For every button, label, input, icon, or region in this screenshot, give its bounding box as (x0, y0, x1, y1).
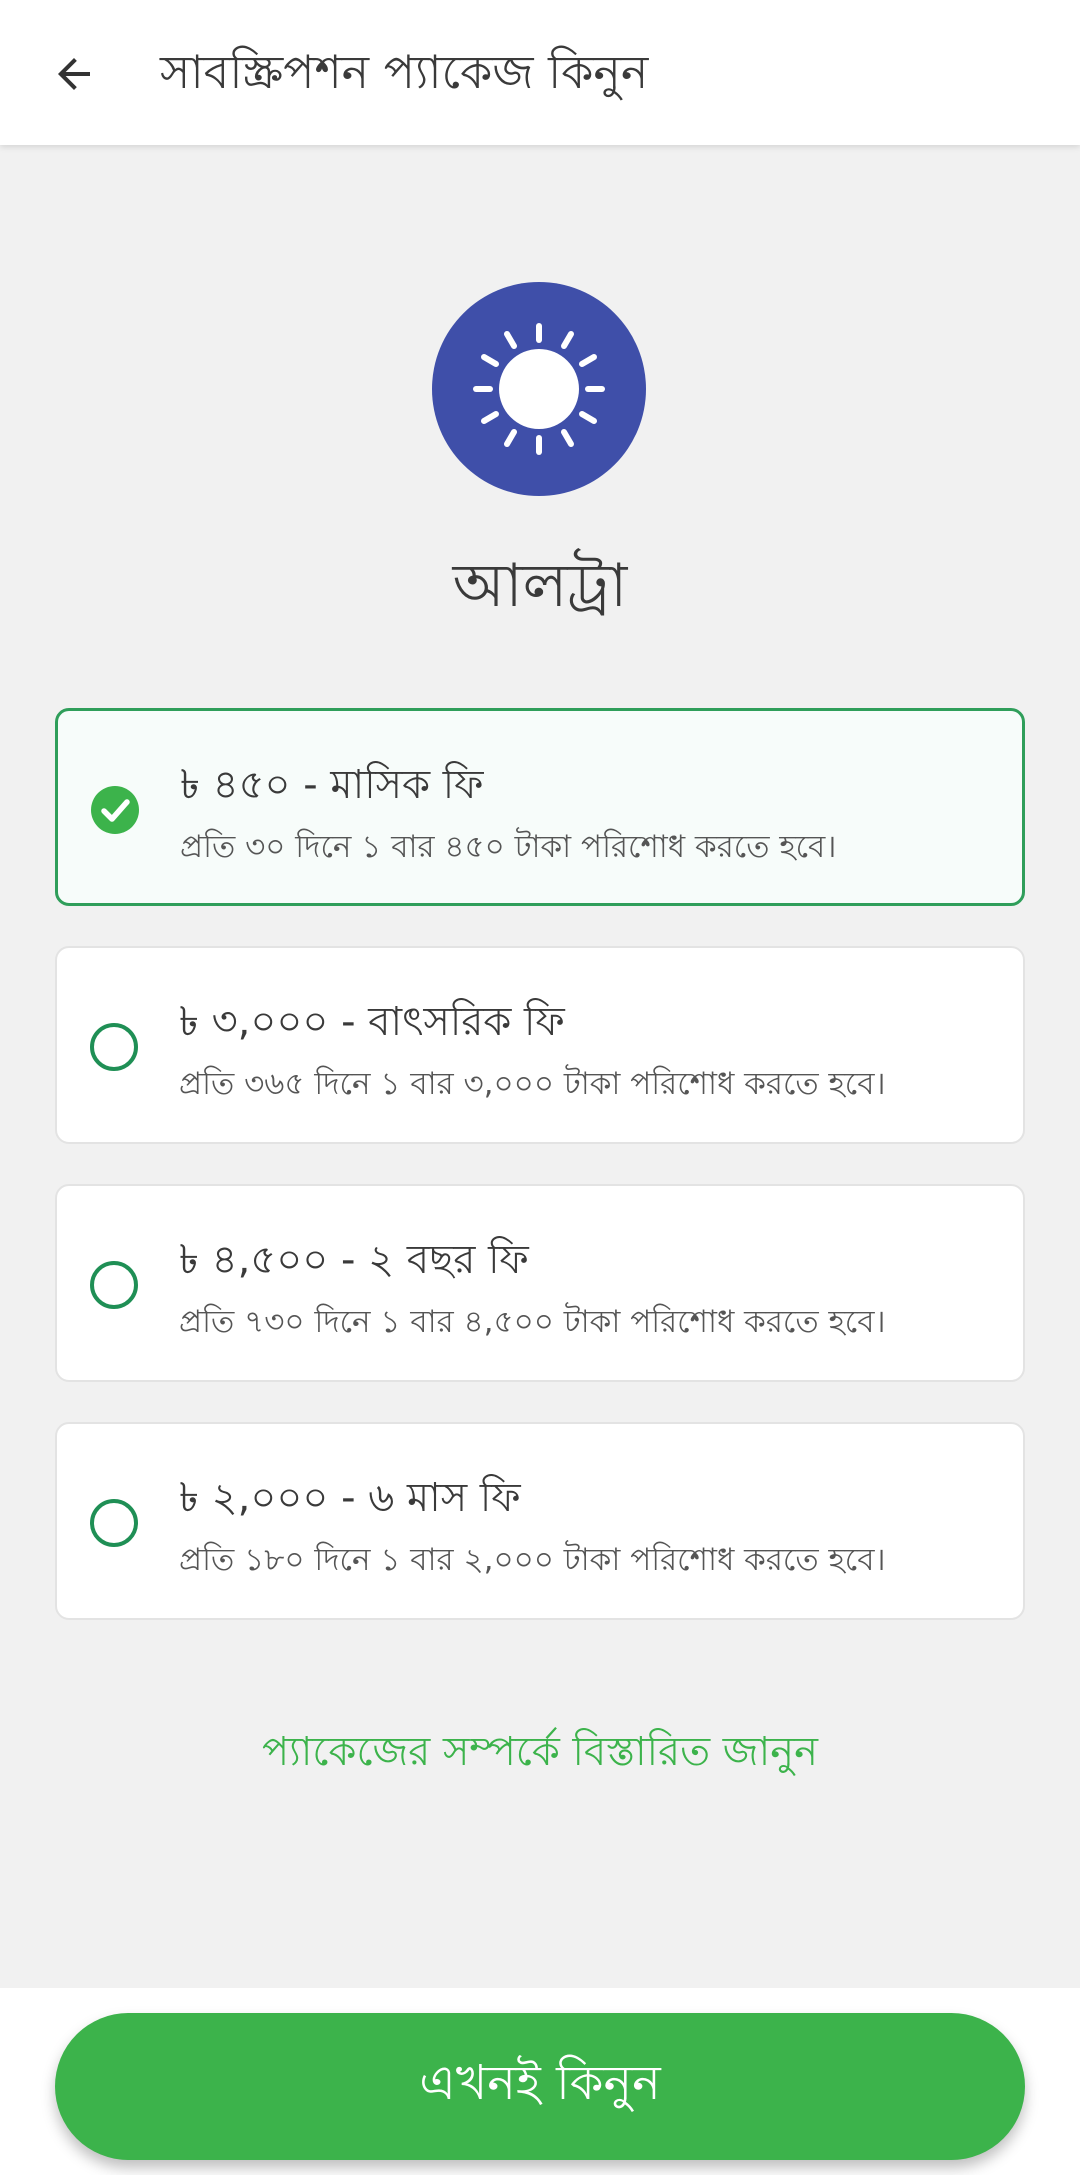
radio-unchecked-icon (89, 1260, 139, 1310)
radio-unchecked-icon (89, 1498, 139, 1548)
back-button[interactable] (40, 40, 108, 108)
option-title: ৳ ৩,০০০ - বাৎসরিক ফি (179, 999, 565, 1045)
buy-now-button[interactable]: এখনই কিনুন (55, 2013, 1025, 2160)
option-title: ৳ ৪,৫০০ - ২ বছর ফি (179, 1237, 529, 1283)
arrow-left-icon (50, 50, 98, 98)
check-circle-icon (90, 785, 140, 835)
option-description: প্রতি ৩৬৫ দিনে ১ বার ৩,০০০ টাকা পরিশোধ করতে হবে। (179, 1066, 886, 1102)
sun-icon (432, 282, 646, 496)
app-bar (0, 0, 1080, 145)
plan-name: আলট্রা (452, 551, 628, 621)
option-description: প্রতি ১৮০ দিনে ১ বার ২,০০০ টাকা পরিশোধ করতে হবে। (179, 1542, 886, 1578)
option-title: ৳ ২,০০০ - ৬ মাস ফি (179, 1475, 521, 1521)
page-title: সাবস্ক্রিপশন প্যাকেজ কিনুন (160, 45, 649, 99)
option-yearly[interactable] (55, 946, 1025, 1144)
option-description: প্রতি ৩০ দিনে ১ বার ৪৫০ টাকা পরিশোধ করতে হবে। (180, 829, 837, 865)
option-description: প্রতি ৭৩০ দিনে ১ বার ৪,৫০০ টাকা পরিশোধ করতে হবে। (179, 1304, 886, 1340)
option-six-month[interactable] (55, 1422, 1025, 1620)
option-title: ৳ ৪৫০ - মাসিক ফি (180, 762, 484, 808)
option-monthly[interactable] (55, 708, 1025, 906)
package-details-link[interactable]: প্যাকেজের সম্পর্কে বিস্তারিত জানুন (262, 1729, 818, 1775)
option-two-year[interactable] (55, 1184, 1025, 1382)
radio-unchecked-icon (89, 1022, 139, 1072)
plan-logo (432, 282, 646, 496)
